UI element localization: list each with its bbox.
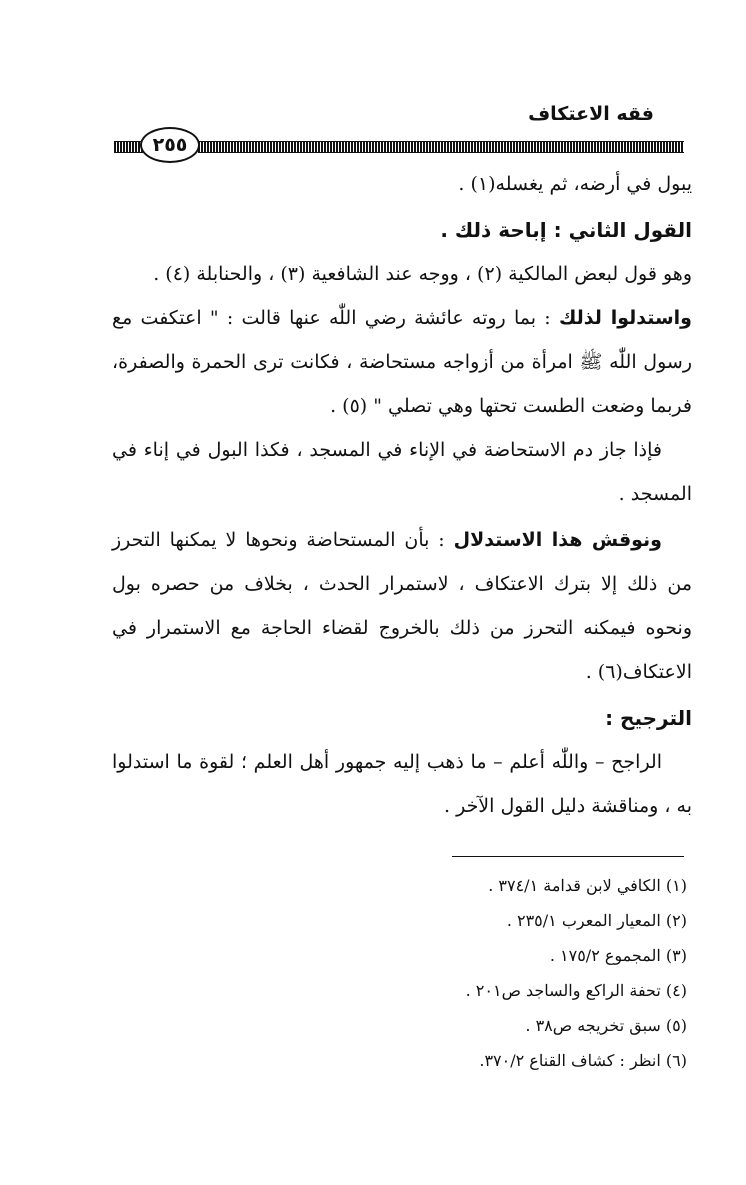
footnote: (٤) تحفة الراكع والساجد ص٢٠١ . (465, 981, 687, 1000)
paragraph-inference: فإذا جاز دم الاستحاضة في الإناء في المسجد ، فكذا البول في إناء في المسجد . (112, 439, 692, 505)
paragraph-opinion-holders: وهو قول لبعض المالكية (٢) ، ووجه عند الشافعية (٣) ، والحنابلة (٤) . (153, 263, 692, 285)
footnotes (112, 868, 687, 1078)
main-text (112, 162, 692, 828)
paragraph-evidence (112, 296, 692, 428)
section-heading-second-opinion: القول الثاني : إباحة ذلك . (440, 218, 692, 242)
paragraph-continuation: يبول في أرضه، ثم يغسله(١) . (458, 173, 692, 195)
paragraph-rebuttal (112, 518, 692, 694)
footnote: (٢) المعيار المعرب ٢٣٥/١ . (506, 911, 687, 930)
footnote-separator (452, 856, 684, 857)
evidence-lead: واستدلوا لذلك (558, 307, 692, 329)
running-header-title: فقه الاعتكاف (528, 103, 654, 125)
section-heading-preponderance: الترجيح : (605, 706, 692, 730)
rebuttal-text: : بأن المستحاضة ونحوها لا يمكنها التحرز من ذلك إلا بترك الاعتكاف ، لاستمرار الحدث ، بخلاف من حصره بول ونحوه فيمكنه التحرز من ذلك بالخروج لقضاء الحاجة مع الاستمرار في الاعتكاف(٦) . (112, 529, 692, 683)
footnote: (١) الكافي لابن قدامة ٣٧٤/١ . (488, 876, 687, 895)
rebuttal-lead: ونوقش هذا الاستدلال (453, 529, 662, 551)
evidence-text: : بما روته عائشة رضي اللّٰه عنها قالت : " اعتكفت مع رسول اللّٰه ﷺ امرأة من أزواجه مستحاضة ، فكانت ترى الحمرة والصفرة، فربما وضعت الطست تحتها وهي تصلي " (٥) . (112, 307, 692, 417)
header-ornament-rule-right (198, 141, 684, 153)
page-number-badge: ٢٥٥ (140, 127, 200, 163)
footnote: (٦) انظر : كشاف القناع ٣٧٠/٢. (479, 1051, 687, 1070)
footnote: (٣) المجموع ١٧٥/٢ . (549, 946, 687, 965)
footnote: (٥) سبق تخريجه ص٣٨ . (525, 1016, 687, 1035)
paragraph-conclusion: الراجح – واللّٰه أعلم – ما ذهب إليه جمهور أهل العلم ؛ لقوة ما استدلوا به ، ومناقشة دليل القول الآخر . (112, 751, 692, 817)
